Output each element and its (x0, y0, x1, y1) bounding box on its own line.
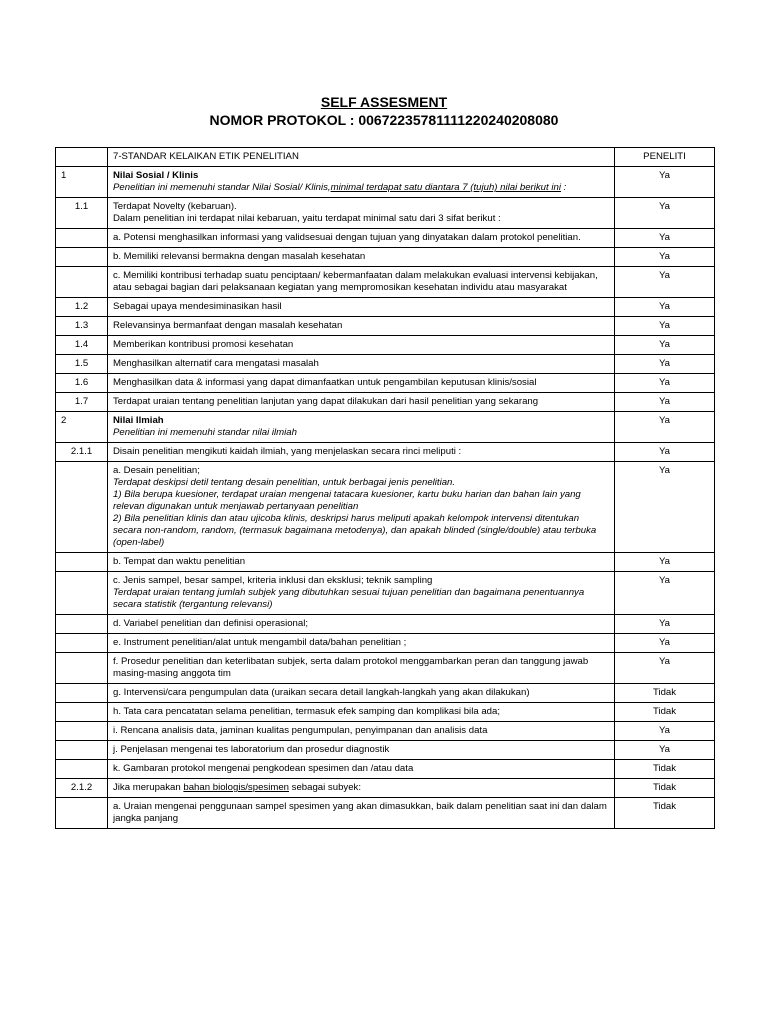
row-result: Ya (615, 553, 715, 572)
row-result: Ya (615, 298, 715, 317)
description-line: b. Memiliki relevansi bermakna dengan masalah kesehatan (113, 251, 366, 262)
description-text-part: minimal terdapat satu diantara 7 (tujuh) nilai berikut ini (330, 182, 561, 193)
description-line: j. Penjelasan mengenai tes laboratorium dan prosedur diagnostik (113, 744, 390, 755)
row-result: Ya (615, 653, 715, 684)
row-number: 1.2 (56, 298, 108, 317)
row-number (56, 615, 108, 634)
description-line: 2) Bila penelitian klinis dan atau ujicoba klinis, deskripsi harus meliputi apakah kelompok intervensi ditentukan secara non-random, random, (termasuk bagaimana metodenya), dan apakah blinded (single/double) atau terbuka (open-label) (113, 513, 597, 548)
description-line: c. Memiliki kontribusi terhadap suatu penciptaan/ kebermanfaatan dalam melakukan evaluasi intervensi kebijakan, atau sebagai bagian dari pelaksanaan kegiatan yang mempromosikan kesehatan individu atau masyarakat (113, 270, 598, 293)
row-result: Ya (615, 229, 715, 248)
row-description (108, 267, 615, 298)
row-result: Ya (615, 336, 715, 355)
protocol-number: NOMOR PROTOKOL : 006722357811112202402080​80 (209, 112, 559, 128)
row-number (56, 722, 108, 741)
row-number: 2.1.1 (56, 443, 108, 462)
description-line: Terdapat Novelty (kebaruan). (113, 201, 237, 212)
row-description (108, 615, 615, 634)
row-number (56, 572, 108, 615)
description-line: d. Variabel penelitian dan definisi operasional; (113, 618, 309, 629)
table-row (56, 248, 715, 267)
row-result: Tidak (615, 798, 715, 829)
row-result: Ya (615, 317, 715, 336)
table-row (56, 393, 715, 412)
table-row (56, 355, 715, 374)
row-description (108, 634, 615, 653)
row-description (108, 298, 615, 317)
table-row (56, 167, 715, 198)
table-row (56, 412, 715, 443)
row-description (108, 684, 615, 703)
table-row (56, 779, 715, 798)
row-result: Ya (615, 393, 715, 412)
row-number (56, 703, 108, 722)
row-description (108, 741, 615, 760)
row-description (108, 553, 615, 572)
description-line: b. Tempat dan waktu penelitian (113, 556, 246, 567)
row-result: Tidak (615, 779, 715, 798)
row-number: 1.5 (56, 355, 108, 374)
row-description (108, 355, 615, 374)
row-description (108, 703, 615, 722)
description-line: Terdapat uraian tentang jumlah subjek yang dibutuhkan sesuai tujuan penelitian dan bagaimana penentuannya secara statistik (tergantung relevansi) (113, 587, 585, 610)
description-line: h. Tata cara pencatatan selama penelitian, termasuk efek samping dan komplikasi bila ada; (113, 706, 500, 717)
row-description (108, 798, 615, 829)
header-number-cell (56, 148, 108, 167)
description-line: Sebagai upaya mendesiminasikan hasil (113, 301, 282, 312)
description-line (113, 782, 609, 794)
row-description (108, 722, 615, 741)
table-row (56, 317, 715, 336)
description-line: e. Instrument penelitian/alat untuk mengambil data/bahan penelitian ; (113, 637, 407, 648)
description-text-part: : (560, 182, 567, 193)
description-line (113, 182, 609, 194)
row-number: 2.1.2 (56, 779, 108, 798)
row-number: 1 (56, 167, 108, 198)
row-result: Ya (615, 267, 715, 298)
row-result: Ya (615, 374, 715, 393)
row-result: Ya (615, 634, 715, 653)
table-row (56, 798, 715, 829)
row-number (56, 634, 108, 653)
row-result: Ya (615, 412, 715, 443)
row-number: 1.1 (56, 198, 108, 229)
row-number (56, 553, 108, 572)
description-text-part: bahan biologis/spesimen (183, 782, 289, 793)
table-row (56, 703, 715, 722)
row-number (56, 462, 108, 553)
row-description (108, 462, 615, 553)
row-description (108, 198, 615, 229)
document-title: SELF ASSESMENT (320, 94, 448, 110)
row-description (108, 443, 615, 462)
row-result: Ya (615, 443, 715, 462)
description-line: Penelitian ini memenuhi standar nilai ilmiah (113, 427, 297, 438)
row-description (108, 760, 615, 779)
description-text-part: Jika merupakan (113, 782, 184, 793)
row-result: Ya (615, 248, 715, 267)
description-line: a. Desain penelitian; (113, 465, 200, 476)
row-result: Tidak (615, 684, 715, 703)
description-line: i. Rencana analisis data, jaminan kualitas pengumpulan, penyimpanan dan analisis data (113, 725, 488, 736)
description-line: Memberikan kontribusi promosi kesehatan (113, 339, 294, 350)
description-line: c. Jenis sampel, besar sampel, kriteria inklusi dan eksklusi; teknik sampling (113, 575, 433, 586)
table-row (56, 722, 715, 741)
row-result: Tidak (615, 703, 715, 722)
description-line: Nilai Ilmiah (113, 415, 164, 426)
row-result: Ya (615, 167, 715, 198)
table-row (56, 553, 715, 572)
row-number (56, 684, 108, 703)
table-body (56, 167, 715, 829)
description-line: Terdapat uraian tentang penelitian lanjutan yang dapat dilakukan dari hasil penelitian yang sekarang (113, 396, 539, 407)
row-result: Ya (615, 572, 715, 615)
description-line: a. Potensi menghasilkan informasi yang validsesuai dengan tujuan yang dinyatakan dalam protokol penelitian. (113, 232, 581, 243)
table-row (56, 443, 715, 462)
row-number (56, 248, 108, 267)
row-description (108, 572, 615, 615)
row-description (108, 229, 615, 248)
description-line: Dalam penelitian ini terdapat nilai kebaruan, yaitu terdapat minimal satu dari 3 sifat berikut : (113, 213, 501, 224)
header-standard-cell: 7-STANDAR KELAIKAN ETIK PENELITIAN (108, 148, 615, 167)
table-row (56, 462, 715, 553)
table-header-row (56, 148, 715, 167)
description-text-part: Penelitian ini memenuhi standar Nilai Sosial/ Klinis, (113, 182, 331, 193)
row-result: Ya (615, 462, 715, 553)
row-number (56, 760, 108, 779)
assessment-table (55, 147, 715, 829)
row-number: 1.3 (56, 317, 108, 336)
description-line: Disain penelitian mengikuti kaidah ilmiah, yang menjelaskan secara rinci meliputi : (113, 446, 462, 457)
table-row (56, 653, 715, 684)
table-row (56, 741, 715, 760)
row-description (108, 779, 615, 798)
table-row (56, 229, 715, 248)
row-number: 1.7 (56, 393, 108, 412)
table-row (56, 198, 715, 229)
description-line: Relevansinya bermanfaat dengan masalah kesehatan (113, 320, 343, 331)
description-line: Menghasilkan alternatif cara mengatasi masalah (113, 358, 319, 369)
description-line: Terdapat deskipsi detil tentang desain penelitian, untuk berbagai jenis penelitian. (113, 477, 456, 488)
description-line: g. Intervensi/cara pengumpulan data (uraikan secara detail langkah-langkah yang akan dilakukan) (113, 687, 530, 698)
description-text-part: sebagai subyek: (289, 782, 361, 793)
header-result-cell: PENELITI (615, 148, 715, 167)
row-description (108, 393, 615, 412)
description-line: 1) Bila berupa kuesioner, terdapat uraian mengenai tatacara kuesioner, kartu buku harian dan bahan lain yang relevan digunakan untuk menjawab pertanyaan penelitian (113, 489, 581, 512)
table-row (56, 298, 715, 317)
table-row (56, 615, 715, 634)
row-number: 2 (56, 412, 108, 443)
row-description (108, 653, 615, 684)
table-row (56, 634, 715, 653)
table-row (56, 267, 715, 298)
row-description (108, 317, 615, 336)
description-line: Menghasilkan data & informasi yang dapat dimanfaatkan untuk pengambilan keputusan klinis/sosial (113, 377, 537, 388)
row-result: Ya (615, 355, 715, 374)
row-result: Ya (615, 198, 715, 229)
row-number (56, 267, 108, 298)
row-result: Tidak (615, 760, 715, 779)
row-description (108, 167, 615, 198)
row-description (108, 412, 615, 443)
row-number (56, 653, 108, 684)
row-description (108, 374, 615, 393)
description-line: a. Uraian mengenai penggunaan sampel spesimen yang akan dimasukkan, baik dalam penelitian saat ini dan dalam jangka panjang (113, 801, 607, 824)
row-number (56, 741, 108, 760)
table-row (56, 374, 715, 393)
row-number (56, 229, 108, 248)
row-number: 1.4 (56, 336, 108, 355)
table-row (56, 684, 715, 703)
row-result: Ya (615, 615, 715, 634)
row-number (56, 798, 108, 829)
row-description (108, 248, 615, 267)
table-row (56, 336, 715, 355)
row-result: Ya (615, 741, 715, 760)
description-line: Nilai Sosial / Klinis (113, 170, 199, 181)
row-result: Ya (615, 722, 715, 741)
description-line: f. Prosedur penelitian dan keterlibatan subjek, serta dalam protokol menggambarkan peran dan tanggung jawab masing-masing anggota tim (113, 656, 589, 679)
row-description (108, 336, 615, 355)
table-row (56, 572, 715, 615)
table-row (56, 760, 715, 779)
row-number: 1.6 (56, 374, 108, 393)
description-line: k. Gambaran protokol mengenai pengkodean spesimen dan /atau data (113, 763, 414, 774)
